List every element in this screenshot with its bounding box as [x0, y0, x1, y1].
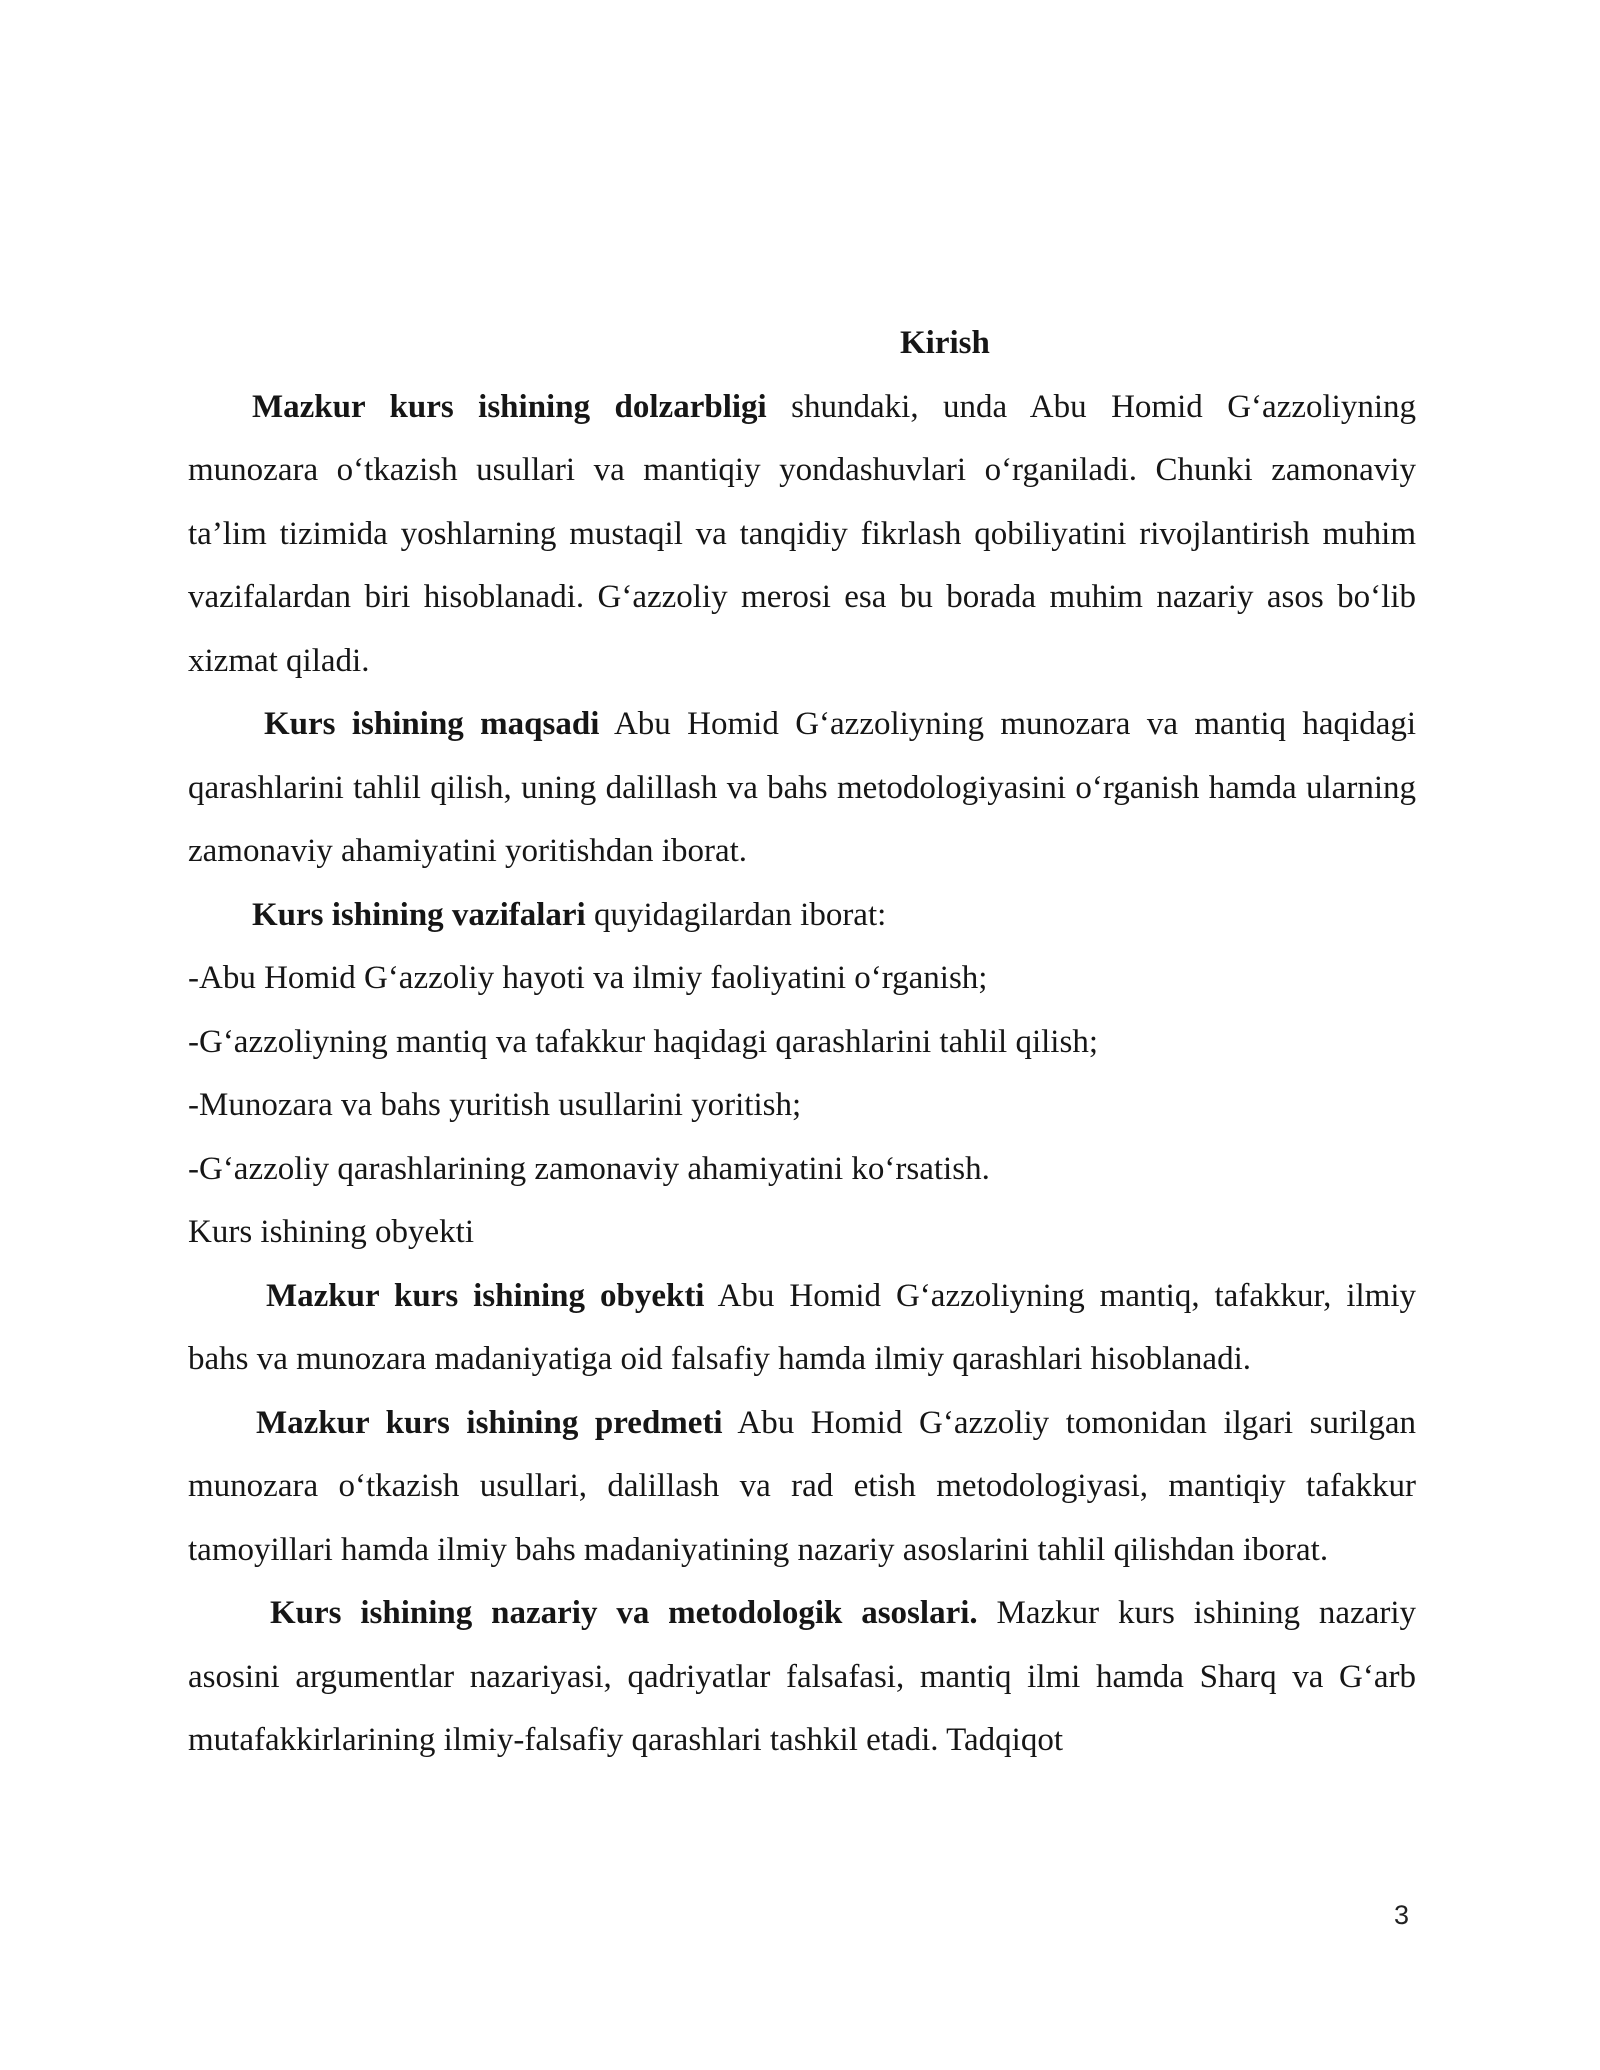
paragraph-lead-bold: Mazkur kurs ishining dolzarbligi [252, 388, 767, 425]
page-title: Kirish [900, 325, 990, 361]
paragraph-lead-bold: Kurs ishining nazariy va metodologik asoslari. [270, 1595, 978, 1631]
paragraph-body: shundaki, unda Abu Homid G‘azzoliyning munozara o‘tkazish usullari va mantiqiy yondashuvlari o‘rganiladi. Chunki zamonaviy ta’lim tizimida yoshlarning mustaqil va tanqidiy fikrlash qobiliyatini rivojlantirish muhim vazifalardan biri hisoblanadi. G‘azzoliy merosi esa bu borada muhim nazariy asos bo‘lib xizmat qiladi. [188, 388, 1416, 679]
paragraph-lead-bold: Kurs ishining maqsadi [264, 706, 600, 742]
paragraph-asoslari [188, 1582, 1416, 1773]
paragraph-lead-bold: Mazkur kurs ishining predmeti [256, 1404, 723, 1441]
section-heading-obyekti: Kurs ishining obyekti [188, 1214, 474, 1250]
list-item: -Abu Homid G‘azzoliy hayoti va ilmiy faoliyatini o‘rganish; [188, 960, 988, 996]
paragraph-lead-bold: Mazkur kurs ishining obyekti [266, 1277, 705, 1314]
paragraph-body: Mazkur kurs ishining nazariy asosini argumentlar nazariyasi, qadriyatlar falsafasi, mantiq ilmi hamda Sharq va G‘arb mutafakkirlarining ilmiy-falsafiy qarashlari tashkil etadi. Tadqiqot [188, 1595, 1416, 1758]
paragraph-lead-bold: Kurs ishining vazifalari [252, 896, 586, 933]
list-item: -G‘azzoliyning mantiq va tafakkur haqidagi qarashlarini tahlil qilish; [188, 1023, 1098, 1060]
paragraph-predmeti [188, 1392, 1416, 1583]
page-number: 3 [1394, 1900, 1410, 1930]
paragraph-dolzarbligi [188, 376, 1416, 694]
paragraph-body: Abu Homid G‘azzoliyning munozara va mantiq haqidagi qarashlarini tahlil qilish, uning dalillash va bahs metodologiyasini o‘rganish hamda ularning zamonaviy ahamiyatini yoritishdan iborat. [188, 706, 1417, 869]
paragraph-body: Abu Homid G‘azzoliy tomonidan ilgari surilgan munozara o‘tkazish usullari, dalillash va rad etish metodologiyasi, mantiqiy tafakkur tamoyillari hamda ilmiy bahs madaniyatining nazariy asoslarini tahlil qilishdan iborat. [188, 1404, 1416, 1568]
paragraph-obyekti [188, 1265, 1416, 1392]
paragraph-maqsadi [188, 693, 1416, 884]
page-content [188, 312, 1416, 1773]
paragraph-vazifalari [188, 884, 1416, 948]
list-item: -G‘azzoliy qarashlarining zamonaviy ahamiyatini ko‘rsatish. [188, 1150, 990, 1187]
paragraph-body: quyidagilardan iborat: [585, 896, 887, 933]
paragraph-body: Abu Homid G‘azzoliyning mantiq, tafakkur, ilmiy bahs va munozara madaniyatiga oid falsafiy hamda ilmiy qarashlari hisoblanadi. [188, 1277, 1416, 1377]
list-item: -Munozara va bahs yuritish usullarini yoritish; [188, 1087, 802, 1123]
